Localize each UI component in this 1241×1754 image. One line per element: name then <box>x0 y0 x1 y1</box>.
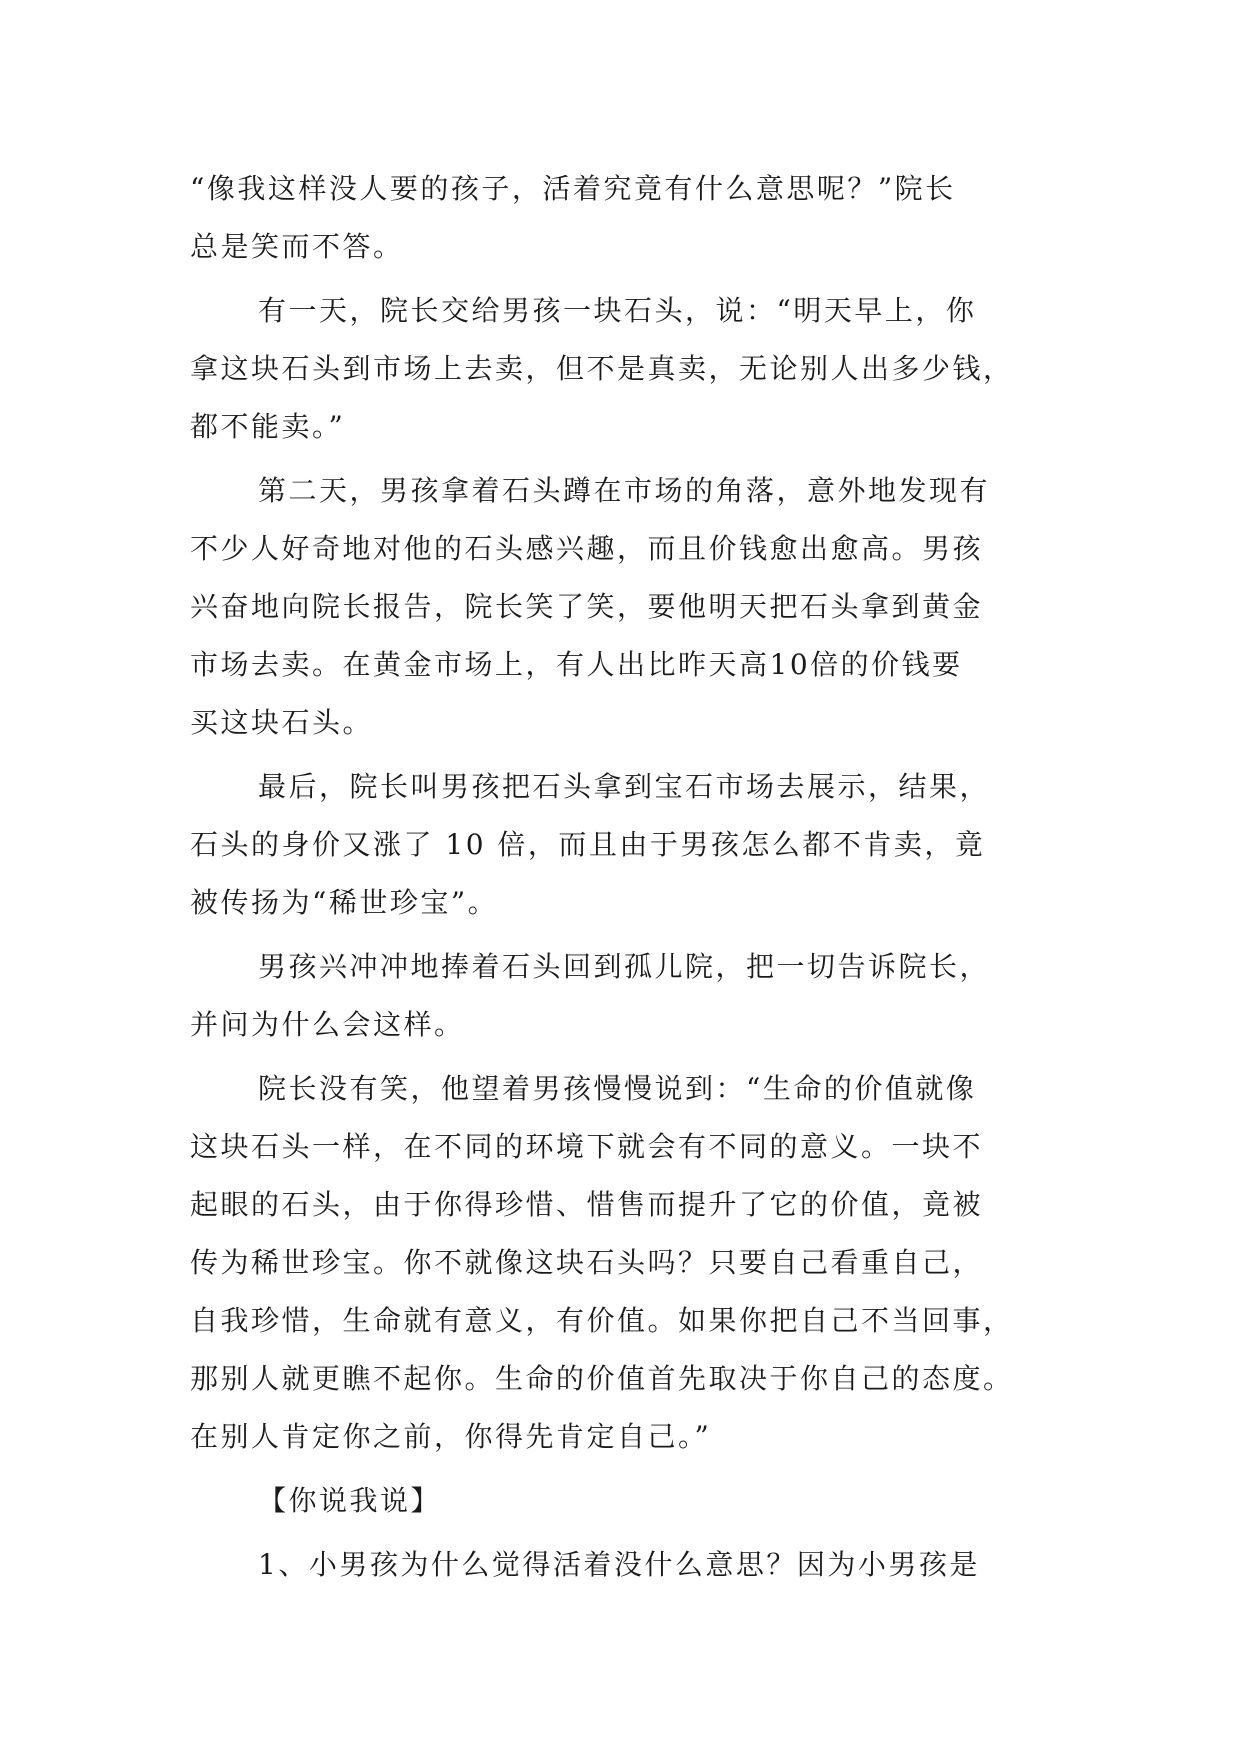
body-text <box>190 160 1050 1594</box>
text-line: 拿这块石头到市场上去卖，但不是真卖，无论别人出多少钱， <box>190 352 1014 385</box>
text-line: “像我这样没人要的孩子，活着究竟有什么意思呢？”院长 <box>190 172 956 205</box>
text-line: 兴奋地向院长报告，院长笑了笑，要他明天把石头拿到黄金 <box>190 590 984 623</box>
text-line: 并问为什么会这样。 <box>190 1008 465 1041</box>
text-line: 男孩兴冲冲地捧着石头回到孤儿院，把一切告诉院长， <box>258 950 991 983</box>
text-line: 被传扬为“稀世珍宝”。 <box>190 886 499 919</box>
text-line: 第二天，男孩拿着石头蹲在市场的角落，意外地发现有 <box>258 474 991 507</box>
paragraph <box>190 282 1050 456</box>
paragraph <box>190 1060 1050 1466</box>
text-line: 在别人肯定你之前，你得先肯定自己。” <box>190 1420 712 1453</box>
text-line: 传为稀世珍宝。你不就像这块石头吗？只要自己看重自己， <box>190 1246 984 1279</box>
paragraph <box>190 462 1050 752</box>
paragraph <box>190 160 1050 276</box>
paragraph <box>190 1472 1050 1530</box>
paragraph <box>190 758 1050 932</box>
text-line: 石头的身价又涨了 10 倍，而且由于男孩怎么都不肯卖，竟 <box>190 828 986 861</box>
text-line: 最后，院长叫男孩把石头拿到宝石市场去展示，结果， <box>258 770 991 803</box>
paragraph <box>190 1536 1050 1594</box>
text-line: 这块石头一样，在不同的环境下就会有不同的意义。一块不 <box>190 1130 984 1163</box>
text-line: 【你说我说】 <box>258 1484 442 1517</box>
text-line: 都不能卖。” <box>190 410 346 443</box>
text-line: 1、小男孩为什么觉得活着没什么意思？因为小男孩是 <box>258 1548 980 1581</box>
text-line: 那别人就更瞧不起你。生命的价值首先取决于你自己的态度。 <box>190 1362 1014 1395</box>
text-line: 自我珍惜，生命就有意义，有价值。如果你把自己不当回事， <box>190 1304 1014 1337</box>
text-line: 买这块石头。 <box>190 706 374 739</box>
text-line: 总是笑而不答。 <box>190 230 404 263</box>
text-line: 不少人好奇地对他的石头感兴趣，而且价钱愈出愈高。男孩 <box>190 532 984 565</box>
text-line: 市场去卖。在黄金市场上，有人出比昨天高10倍的价钱要 <box>190 648 963 681</box>
text-line: 起眼的石头，由于你得珍惜、惜售而提升了它的价值，竟被 <box>190 1188 984 1221</box>
text-line: 有一天，院长交给男孩一块石头，说：“明天早上，你 <box>258 294 977 327</box>
paragraph <box>190 938 1050 1054</box>
text-line: 院长没有笑，他望着男孩慢慢说到：“生命的价值就像 <box>258 1072 977 1105</box>
